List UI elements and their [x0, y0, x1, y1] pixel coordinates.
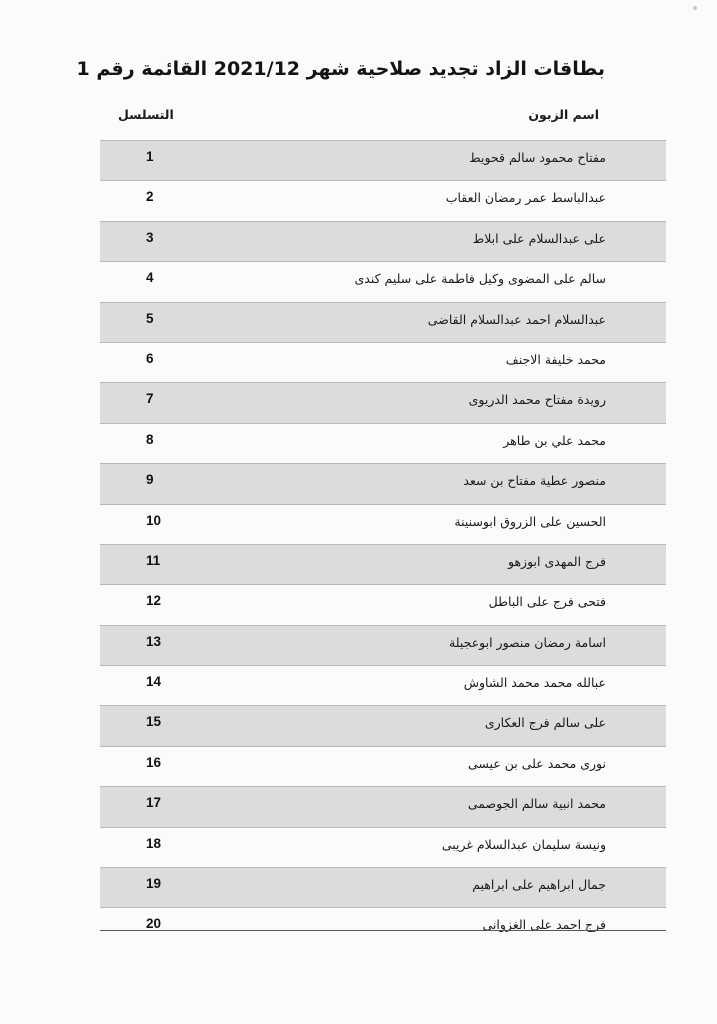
- table-row: [100, 625, 666, 665]
- sequence-number: 9: [146, 472, 154, 488]
- table-row: [100, 867, 666, 907]
- table-row: [100, 140, 666, 180]
- table-row: [100, 544, 666, 584]
- table-row: [100, 705, 666, 745]
- customer-name: فتحى فرج على الباطل: [488, 594, 606, 610]
- sequence-number: 1: [146, 149, 154, 164]
- table-row: [100, 261, 666, 301]
- customer-name: عبالله محمد محمد الشاوش: [463, 675, 606, 691]
- sequence-number: 12: [146, 593, 162, 609]
- sequence-number: 18: [146, 835, 162, 851]
- sequence-number: 5: [146, 310, 154, 326]
- sequence-number: 11: [146, 552, 161, 568]
- table-row: [100, 504, 666, 544]
- sequence-number: 15: [146, 714, 162, 730]
- customer-name: عبدالباسط عمر رمضان العقاب: [445, 190, 606, 206]
- column-header-name: اسم الزبون: [528, 107, 599, 122]
- customer-name: منصور عطية مفتاح بن سعد: [463, 473, 606, 489]
- sequence-number: 6: [146, 350, 154, 366]
- sequence-number: 4: [146, 270, 154, 286]
- customer-name: محمد علي بن طاهر: [503, 432, 606, 448]
- table-row: [100, 423, 666, 463]
- table-bottom-rule: [100, 930, 666, 931]
- table-row: [100, 342, 666, 382]
- customer-name: اسامة رمضان منصور ابوعجيلة: [449, 634, 606, 650]
- table-row: [100, 382, 666, 422]
- sequence-number: 13: [146, 633, 162, 649]
- customer-name: الحسين على الزروق ابوسنينة: [454, 513, 606, 529]
- table-row: [100, 907, 666, 947]
- customer-name: عبدالسلام احمد عبدالسلام القاضى: [427, 311, 606, 327]
- customer-table: [100, 140, 666, 948]
- customer-name: رويدة مفتاح محمد الدريوى: [468, 392, 606, 408]
- sequence-number: 8: [146, 431, 154, 447]
- customer-name: على سالم فرج العكارى: [484, 715, 606, 731]
- customer-name: محمد انبية سالم الجوصمى: [467, 796, 606, 812]
- customer-name: ونيسة سليمان عبدالسلام غريبى: [441, 836, 606, 852]
- table-row: [100, 302, 666, 342]
- column-header-sequence: التسلسل: [118, 107, 174, 122]
- sequence-number: 14: [146, 674, 162, 690]
- customer-name: محمد خليفة الاجنف: [505, 351, 606, 367]
- customer-name: فرج المهدى ابوزهو: [508, 553, 606, 569]
- page-title: بطاقات الزاد تجديد صلاحية شهر 2021/12 القائمة رقم 1: [76, 58, 605, 80]
- sequence-number: 10: [146, 512, 162, 528]
- table-row: [100, 746, 666, 786]
- sequence-number: 16: [146, 754, 162, 770]
- table-row: [100, 665, 666, 705]
- table-row: [100, 786, 666, 826]
- sequence-number: 20: [146, 916, 162, 932]
- customer-name: فرج احمد على الغزوانى: [482, 917, 606, 933]
- table-row: [100, 463, 666, 503]
- customer-name: على عبدالسلام على ابلاط: [472, 230, 606, 246]
- customer-name: نورى محمد على بن عيسى: [467, 755, 606, 771]
- sequence-number: 17: [146, 795, 162, 811]
- table-row: [100, 584, 666, 624]
- customer-name: مفتاح محمود سالم قحويط: [469, 150, 606, 165]
- customer-name: سالم على المضوى وكيل فاطمة على سليم كندى: [354, 271, 606, 287]
- sequence-number: 2: [146, 189, 154, 205]
- table-row: [100, 827, 666, 867]
- table-row: [100, 221, 666, 261]
- sequence-number: 3: [146, 229, 154, 245]
- table-row: [100, 180, 666, 220]
- scan-dot: [693, 6, 697, 10]
- customer-name: جمال ابراهيم على ابراهيم: [472, 877, 606, 893]
- sequence-number: 19: [146, 876, 162, 892]
- sequence-number: 7: [146, 391, 154, 407]
